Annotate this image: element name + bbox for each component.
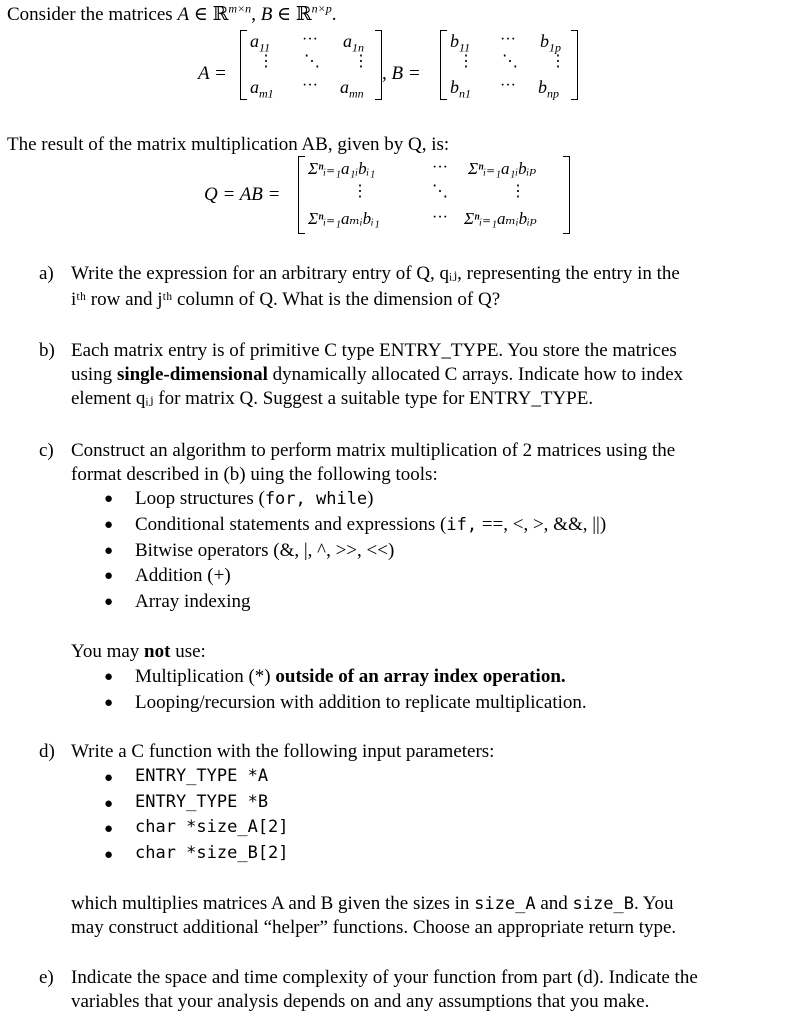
hdots: ··· xyxy=(432,159,448,176)
bracket-left xyxy=(440,30,447,100)
qe-line2: variables that your analysis depends on and any assumptions that you make. xyxy=(71,991,650,1012)
bullet: ● xyxy=(104,821,114,837)
qd-line1: Write a C function with the following input parameters: xyxy=(71,741,495,762)
qe-marker: e) xyxy=(39,967,54,988)
real-set-symbol-2: ℝ xyxy=(295,4,312,25)
param-size-a: char *size_A[2] xyxy=(135,817,289,837)
q1p: Σⁿᵢ₌₁a₁ᵢbᵢₚ xyxy=(468,159,537,178)
qb-line1: Each matrix entry is of primitive C type ENTRY_TYPE. You store the matrices xyxy=(71,340,677,361)
bullet: ● xyxy=(104,796,114,812)
qb-line2-a: using xyxy=(71,364,117,385)
hdots: ··· xyxy=(500,77,516,94)
dim-b: n×p xyxy=(311,1,332,16)
qb-emphasis: single-dimensional xyxy=(116,364,268,385)
matrix-b xyxy=(440,30,578,100)
bullet: ● xyxy=(104,594,114,610)
ddots: ⋱ xyxy=(304,53,320,70)
bullet: ● xyxy=(104,491,114,507)
element-of-symbol: ∈ xyxy=(193,4,208,25)
qc-line2: format described in (b) uing the following tools: xyxy=(71,464,438,485)
hdots: ··· xyxy=(302,31,318,48)
q11: Σⁿᵢ₌₁a₁ᵢbᵢ₁ xyxy=(308,159,376,178)
b1p: $b_{1p}$ xyxy=(540,31,561,55)
qe-line1: Indicate the space and time complexity of your function from part (d). Indicate the xyxy=(71,967,698,988)
qmp: Σⁿᵢ₌₁aₘᵢbᵢₚ xyxy=(464,209,537,228)
bullet: ● xyxy=(104,847,114,863)
bullet: ● xyxy=(104,543,114,559)
bracket-right xyxy=(563,156,570,234)
qd-line2: which multiplies matrices A and B given the sizes in size_A and size_B. You xyxy=(71,893,674,914)
qc-marker: c) xyxy=(39,440,54,461)
qb-marker: b) xyxy=(39,340,55,361)
param-entry-a: ENTRY_TYPE *A xyxy=(135,766,269,786)
b11: $b_{11}$ xyxy=(450,31,471,55)
tool-addition: Addition (+) xyxy=(135,565,231,586)
matrix-b-symbol: B xyxy=(260,4,273,25)
bracket-right xyxy=(571,30,578,100)
param-entry-b: ENTRY_TYPE *B xyxy=(135,792,269,812)
matrix-q-label: Q = AB = xyxy=(204,184,281,205)
ddots: ⋱ xyxy=(432,183,448,200)
vdots: ⋮ xyxy=(510,183,526,200)
tool-bitwise: Bitwise operators (&, |, ^, >>, <<) xyxy=(135,540,395,561)
separator: , xyxy=(251,4,261,25)
vdots: ⋮ xyxy=(550,53,566,70)
qa-marker: a) xyxy=(39,263,54,284)
vdots: ⋮ xyxy=(458,53,474,70)
qb-line2 xyxy=(71,363,683,387)
tool-loops: Loop structures (for, while) xyxy=(135,488,374,509)
result-text: The result of the matrix multiplication AB, given by Q, is: xyxy=(7,134,450,155)
matrix-q xyxy=(298,156,570,234)
real-set-symbol: ℝ xyxy=(212,4,229,25)
forbidden-multiplication: Multiplication (*) outside of an array index operation. xyxy=(135,666,566,687)
forbidden-looping: Looping/recursion with addition to replicate multiplication. xyxy=(135,692,587,713)
qc-not-heading: You may not use: xyxy=(71,641,206,662)
bn1: $b_{n1}$ xyxy=(450,77,471,101)
bracket-left xyxy=(240,30,247,100)
tool-array-indexing: Array indexing xyxy=(135,591,251,612)
amn: $a_{mn}$ xyxy=(340,77,364,101)
bullet: ● xyxy=(104,517,114,533)
param-size-b: char *size_B[2] xyxy=(135,843,289,863)
qb-line2-c: dynamically allocated C arrays. Indicate how to index xyxy=(267,364,684,385)
qd-marker: d) xyxy=(39,741,55,762)
bracket-right xyxy=(375,30,382,100)
vdots: ⋮ xyxy=(353,53,369,70)
hdots: ··· xyxy=(432,209,448,226)
bracket-left xyxy=(298,156,305,234)
matrix-a-label: A = xyxy=(198,63,227,84)
hdots: ··· xyxy=(302,77,318,94)
intro-text: Consider the matrices xyxy=(7,4,173,25)
qa-line1: Write the expression for an arbitrary entry of Q, qᵢⱼ, representing the entry in the xyxy=(71,263,680,284)
a11: $a_{11}$ xyxy=(250,31,271,55)
bullet: ● xyxy=(104,770,114,786)
qd-line3: may construct additional “helper” functions. Choose an appropriate return type. xyxy=(71,917,677,938)
intro-line xyxy=(7,3,337,27)
qc-line1: Construct an algorithm to perform matrix multiplication of 2 matrices using the xyxy=(71,440,676,461)
tool-conditionals: Conditional statements and expressions (if, ==, <, >, &&, ||) xyxy=(135,514,607,535)
vdots: ⋮ xyxy=(352,183,368,200)
qb-line3: element qᵢⱼ for matrix Q. Suggest a suitable type for ENTRY_TYPE. xyxy=(71,388,594,409)
qa-line2: iᵗʰ row and jᵗʰ column of Q. What is the dimension of Q? xyxy=(71,289,501,310)
element-of-symbol-2: ∈ xyxy=(277,4,292,25)
bnp: $b_{np}$ xyxy=(538,77,559,101)
dim-a: m×n xyxy=(228,1,252,16)
matrix-b-label: , B = xyxy=(382,63,421,84)
bullet: ● xyxy=(104,695,114,711)
matrix-a-symbol: A xyxy=(177,4,190,25)
vdots: ⋮ xyxy=(258,53,274,70)
qm1: Σⁿᵢ₌₁aₘᵢbᵢ₁ xyxy=(308,209,380,228)
hdots: ··· xyxy=(500,31,516,48)
ddots: ⋱ xyxy=(502,53,518,70)
bullet: ● xyxy=(104,669,114,685)
intro-end: . xyxy=(331,4,337,25)
matrix-a xyxy=(240,30,382,100)
bullet: ● xyxy=(104,568,114,584)
a1n: $a_{1n}$ xyxy=(343,31,364,55)
am1: $a_{m1}$ xyxy=(250,77,274,101)
